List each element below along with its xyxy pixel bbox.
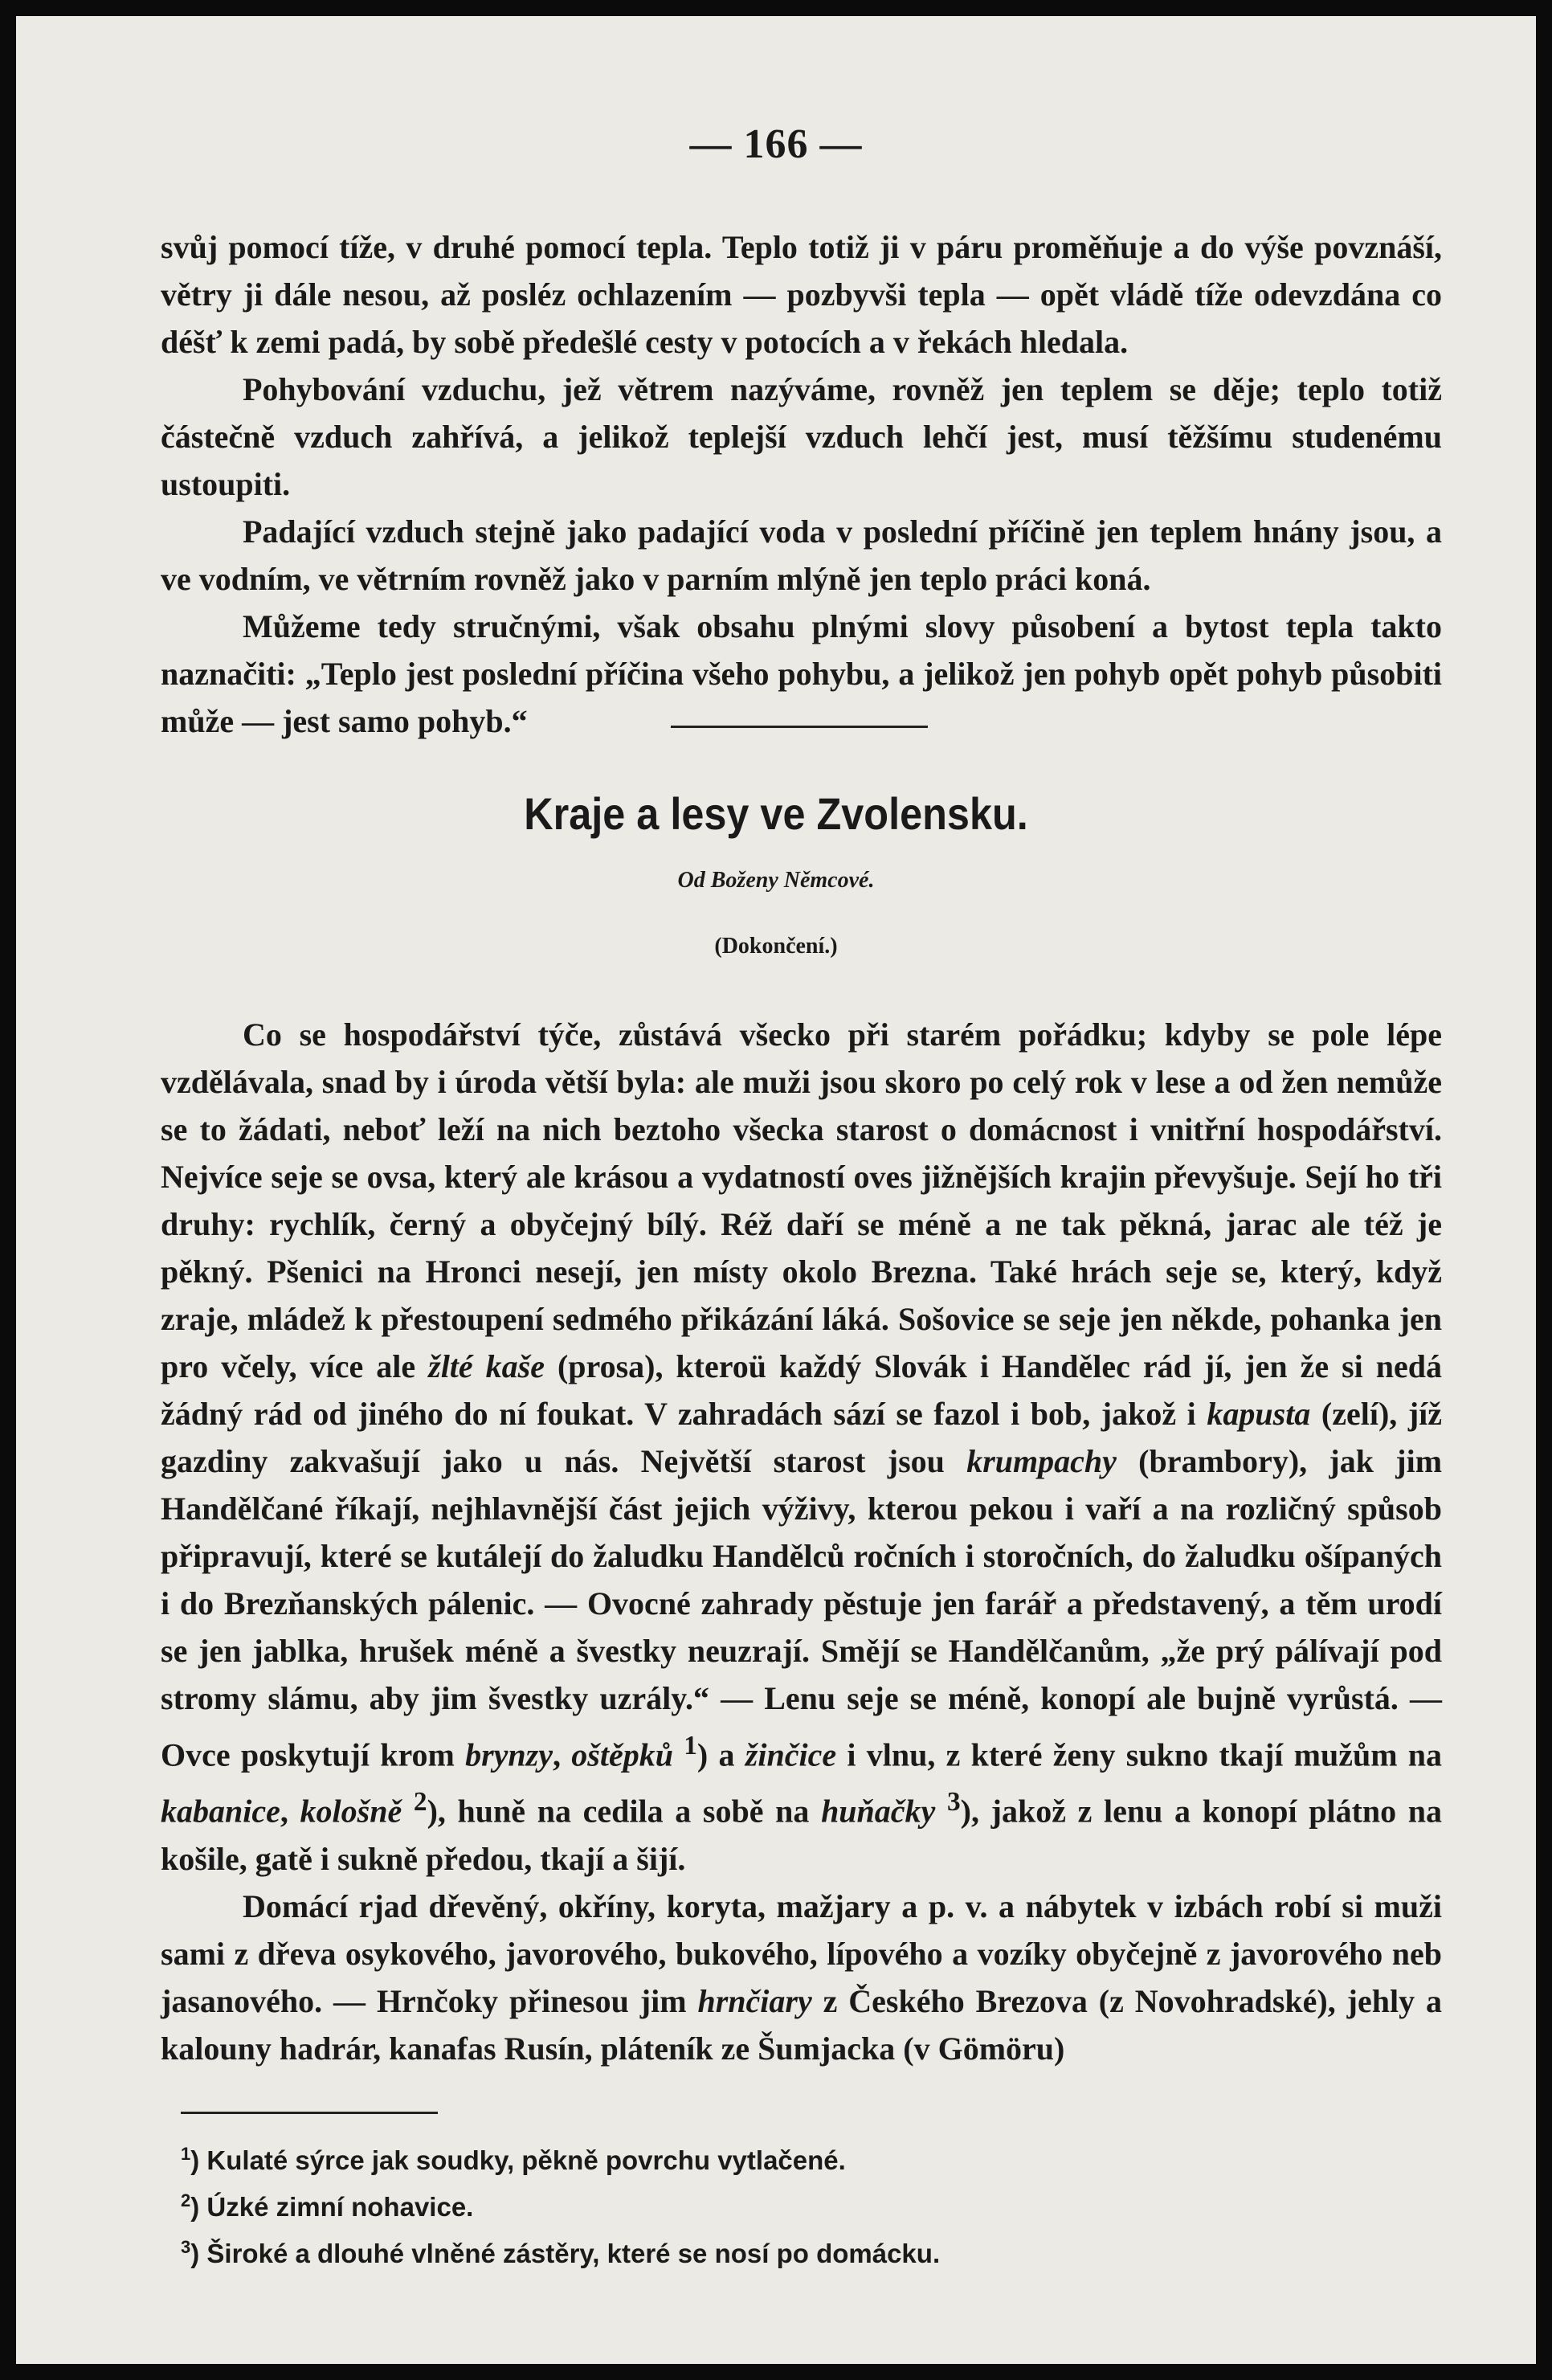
footnote: $^3$) Široké a dlouhé vlněné zástěry, které se nosí po domácku. <box>181 2237 941 2268</box>
italic-term: oštěpků <box>571 1736 673 1773</box>
paragraph: Můžeme tedy stručnými, však obsahu plnými slovy působení a bytost tepla takto naznačiti: „Teplo jest poslední příčina všeho pohybu, a jelikož jen pohyb opět pohyb působiti může — jest samo pohyb.“ <box>161 608 1442 739</box>
paragraph: Domácí rjad dřevěný, okříny, koryta, mažjary a p. v. a nábytek v izbách robí si muži sami z dřeva osykového, javorového, bukového, lípového a vozíky obyčejně z javorového neb jasanového. — Hrnčoky přinesou jim hrnčiary z Českého Brezova (z Novohradské), jehly a kalouny hadrár, kanafas Rusín, pláteník ze Šumjacka (v Gömöru) <box>161 1887 1442 2067</box>
italic-term: hrnčiary <box>697 1982 812 2019</box>
italic-term: kološně <box>300 1793 402 1830</box>
paragraph: Pohybování vzduchu, jež větrem nazýváme, rovněž jen teplem se děje; teplo totiž částečně vzduch zahřívá, a jelikož teplejší vzduch lehčí jest, musí těžšímu studenému ustoupiti. <box>161 371 1442 502</box>
paragraph: Padající vzduch stejně jako padající voda v poslední příčině jen teplem hnány jsou, a ve vodním, ve větrním rovněž jako v parním mlýně jen teplo práci koná. <box>161 513 1442 597</box>
italic-term: krumpachy <box>966 1443 1117 1479</box>
article-title: Kraje a lesy ve Zvolensku. <box>524 788 1028 839</box>
footnote: $^2$) Úzké zimní nohavice. <box>181 2190 474 2222</box>
paragraph: Co se hospodářství týče, zůstává všecko při starém pořádku; kdyby se pole lépe vzdělávala, snad by i úroda větší byla: ale muži jsou skoro po celý rok v lese a od žen nemůže se to žádati, neboť leží na nich beztoho všecka starost o domácnost i vnitřní hospodářství. Nejvíce seje se ovsa, který ale krásou a vydatností oves jižnějších krajin převyšuje. Sejí ho tři druhy: rychlík, černý a obyčejný bílý. Réž daří se méně a ne tak pěkná, jarac ale též je pěkný. Pšenici na Hronci nesejí, jen místy okolo Brezna. Také hrách seje se, který, když zraje, mládež k přestoupení sedmého přikázání láká. Sošovice se seje jen někde, pohanka jen pro včely, více ale žlté kaše (prosa), kteroü každý Slovák i Handělec rád jí, jen že si nedá žádný rád od jiného do ní foukat. V zahradách sází se fazol i bob, jakož i kapusta (zelí), jíž gazdiny zakvašují jako u nás. Největší starost jsou krumpachy (brambory), jak jim Handělčané říkají, nejhlavnější část jejich výživy, kterou pekou i vaří a na rozličný spůsob připravují, které se kutálejí do žaludku Handělců ročních i storočních, do žaludku ošípaných i do Brezňanských pálenic. — Ovocné zahrady pěstuje jen farář a představený, a těm urodí se jen jablka, hrušek méně a švestky neuzrají. Smějí se Handělčanům, „že prý pálívají pod stromy slámu, aby jim švestky uzrály.“ — Lenu seje se méně, konopí ale bujně vyrůstá. — Ovce poskytují krom brynzy, oštěpků $^1$) a žinčice i vlnu, z které ženy sukno tkají mužům na kabanice, kološně $^2$), huně na cedila a sobě na huňačky $^3$), jakož z lenu a konopí plátno na košile, gatě i sukně předou, tkají a šijí. <box>161 1016 1443 1877</box>
scanned-page <box>16 16 1536 2364</box>
footnotes <box>181 2134 1225 2274</box>
footnote-ref: 1 <box>684 1731 697 1760</box>
footnote-ref: 3 <box>946 1787 961 1818</box>
section-article-text <box>161 1011 1442 2072</box>
section-divider <box>671 726 928 728</box>
italic-term: žlté kaše <box>428 1348 545 1384</box>
continuation-note: (Dokončení.) <box>714 934 838 959</box>
italic-term: brynzy <box>465 1736 553 1773</box>
italic-term: huňačky <box>821 1793 936 1830</box>
italic-term: kapusta <box>1207 1396 1311 1432</box>
footnote: $^1$) Kulaté sýrce jak soudky, pěkně povrchu vytlačené. <box>181 2144 846 2175</box>
page-number: — 166 — <box>689 121 863 167</box>
footnote-ref: 2 <box>413 1787 427 1818</box>
paragraph: svůj pomocí tíže, v druhé pomocí tepla. Teplo totiž ji v páru proměňuje a do výše povznáší, větry ji dále nesou, až posléz ochlazením — pozbyvši tepla — opět vládě tíže odevzdána co déšť k zemi padá, by sobě předešlé cesty v potocích a v řekách hledala. <box>161 229 1442 360</box>
footnote-divider <box>181 2112 438 2114</box>
section-energy-text <box>161 223 1442 745</box>
article-author: Od Boženy Němcové. <box>677 868 875 893</box>
italic-term: kabanice <box>161 1793 280 1830</box>
italic-term: žinčice <box>745 1736 837 1773</box>
